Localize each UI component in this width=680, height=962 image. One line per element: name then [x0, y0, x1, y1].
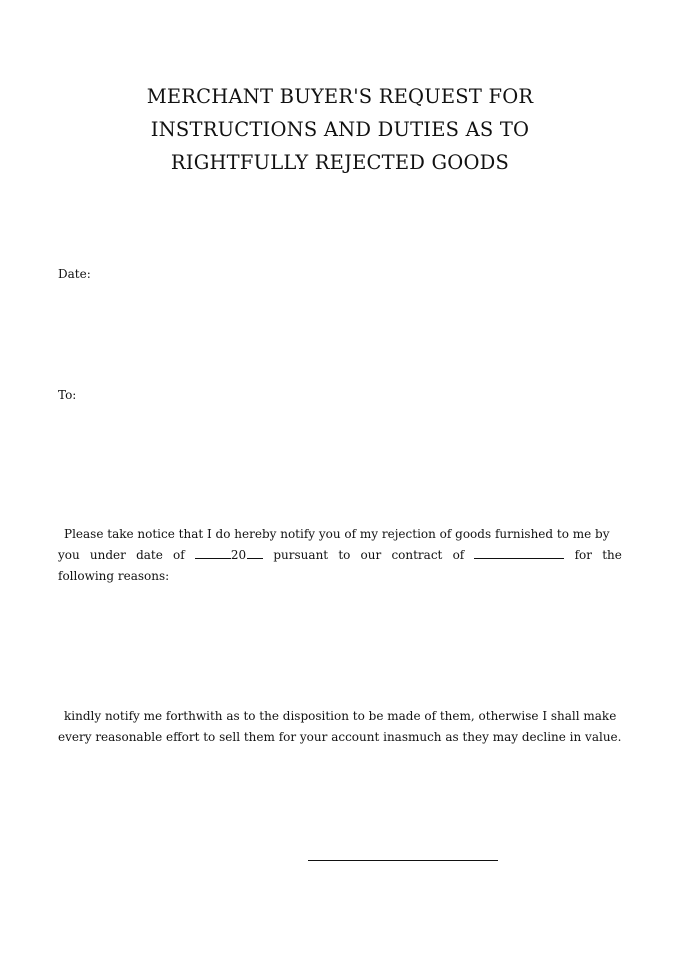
word: contract [391, 548, 443, 562]
document-title [60, 80, 620, 179]
word: our [360, 548, 382, 562]
paragraph1-line1 [58, 524, 622, 545]
paragraph1-line3: following reasons: [58, 569, 170, 583]
to-label: To: [58, 388, 77, 402]
paragraph1-line1-text: Please take notice that I do hereby notify you of my rejection of goods furnished to me by [64, 527, 610, 541]
title-line-2: INSTRUCTIONS AND DUTIES AS TO [150, 118, 530, 141]
paragraph2-line1 [58, 706, 622, 727]
title-line-3: RIGHTFULLY REJECTED GOODS [170, 151, 510, 174]
word: to [338, 548, 351, 562]
year-prefix: 20 [230, 548, 247, 562]
word: pursuant [273, 548, 329, 562]
paragraph2-line2: every reasonable effort to sell them for your account inasmuch as they may decline in value. [58, 730, 622, 744]
title-line-1: MERCHANT BUYER'S REQUEST FOR [146, 85, 534, 108]
word: of [173, 548, 185, 562]
paragraph2-line1-text: kindly notify me forthwith as to the disposition to be made of them, otherwise I shall make [64, 709, 617, 723]
rejection-notice-paragraph [58, 524, 622, 587]
word: you [58, 548, 80, 562]
paragraph1-line2 [58, 545, 622, 566]
year-suffix-blank[interactable] [247, 546, 263, 559]
date-blank-field[interactable] [195, 545, 263, 566]
word: for [574, 548, 593, 562]
date-label: Date: [58, 267, 91, 281]
signature-line[interactable] [308, 860, 498, 861]
word: date [136, 548, 163, 562]
word: of [452, 548, 465, 562]
day-month-blank[interactable] [195, 546, 231, 559]
disposition-paragraph [58, 706, 622, 748]
contract-blank-field[interactable] [474, 546, 564, 559]
word: under [89, 548, 126, 562]
word: the [602, 548, 622, 562]
